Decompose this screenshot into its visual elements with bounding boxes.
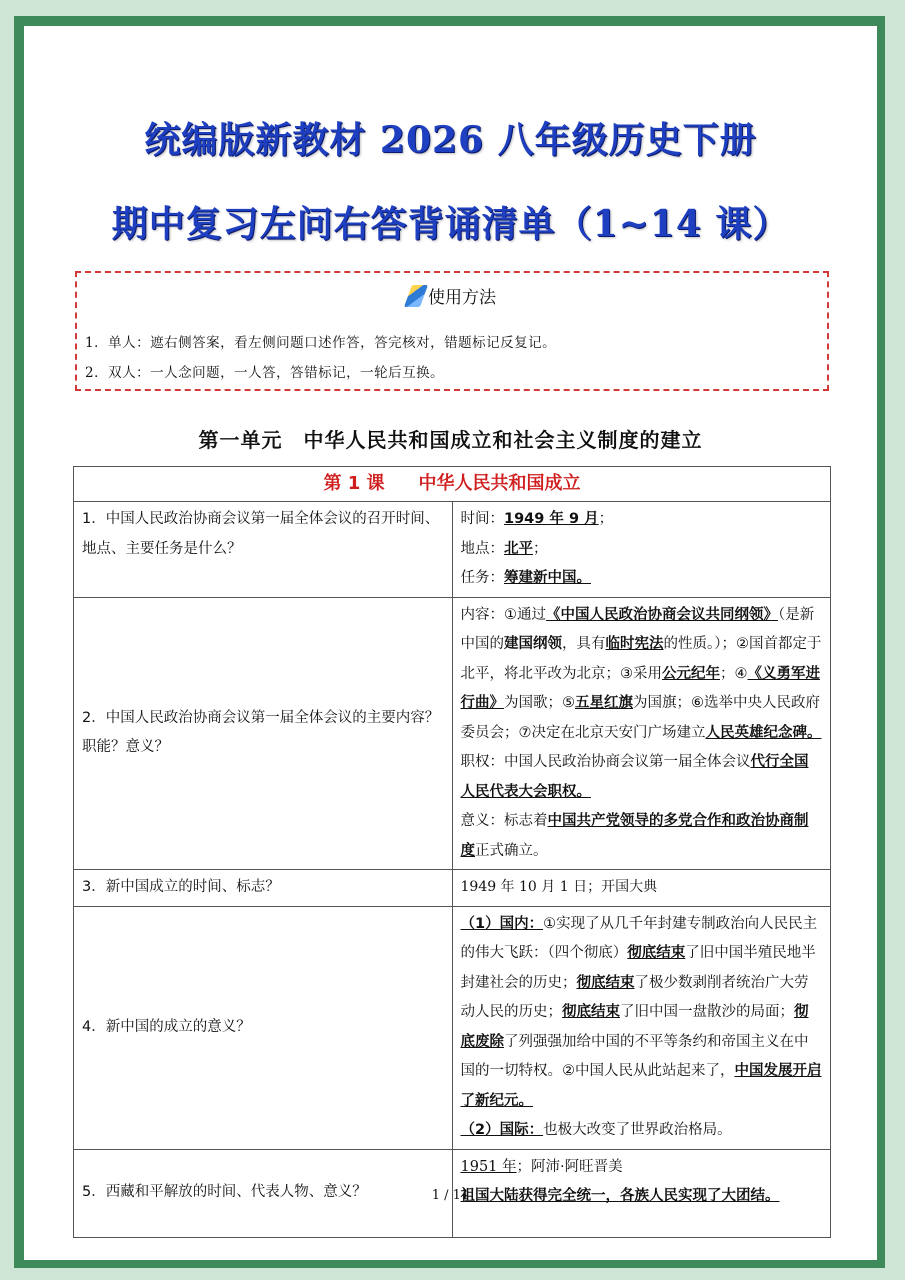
- lesson-header: [74, 467, 831, 502]
- answer-content-paragraph: 内容：①通过《中国人民政治协商会议共同纲领》（是新中国的建国纲领，具有临时宪法的性质。）；②国首都定于北平，将北平改为北京；③采用公元纪年；④《义勇军进行曲》为国歌；⑤五星红旗为国旗；⑥选举中央人民政府委员会；⑦决定在北京天安门广场建立人民英雄纪念碑。: [460, 606, 822, 741]
- answer-cell: 1951 年；阿沛·阿旺晋美 祖国大陆获得完全统一，各族人民实现了大团结。: [452, 1149, 831, 1237]
- answer-cell: [452, 906, 831, 1149]
- unit-title: 第一单元 中华人民共和国成立和社会主义制度的建立: [198, 428, 703, 452]
- answer-keyword: 1949 年 9 月: [504, 511, 599, 527]
- document-page: [24, 26, 877, 1260]
- table-row: [74, 597, 831, 870]
- lesson-number: 第 1 课: [323, 473, 385, 495]
- usage-item-single: 1．单人：遮右侧答案，看左侧问题口述作答，答完核对，错题标记反复记。: [85, 335, 557, 351]
- answer-cell: [452, 597, 831, 870]
- answer-international-paragraph: （2）国际：也极大改变了世界政治格局。: [460, 1122, 732, 1138]
- lesson-name: 中华人民共和国成立: [418, 473, 581, 495]
- answer-cell: 1949 年 10 月 1 日；开国大典: [452, 870, 831, 907]
- answer-significance-paragraph: 意义：标志着中国共产党领导的多党合作和政治协商制度正式确立。: [460, 813, 809, 859]
- pen-icon: [404, 285, 428, 307]
- question-cell: 2．中国人民政治协商会议第一届全体会议的主要内容？职能？意义？: [74, 597, 453, 870]
- table-row: [74, 870, 831, 907]
- document-title-line1: 统编版新教材 2026 八年级历史下册: [144, 119, 757, 161]
- lesson-header-row: [74, 467, 831, 502]
- answer-keyword: 筹建新中国。: [504, 570, 591, 586]
- question-cell: 3．新中国成立的时间、标志？: [74, 870, 453, 907]
- question-cell: 4．新中国的成立的意义？: [74, 906, 453, 1149]
- document-title-line2: 期中复习左问右答背诵清单（1~14 课）: [111, 203, 790, 245]
- usage-heading: [77, 283, 827, 308]
- answer-function-paragraph: 职权：中国人民政治协商会议第一届全体会议代行全国人民代表大会职权。: [460, 754, 809, 800]
- usage-item-pair: 2．双人：一人念问题，一人答，答错标记，一轮后互换。: [85, 365, 445, 381]
- answer-cell: 时间：1949 年 9 月； 地点：北平； 任务：筹建新中国。: [452, 502, 831, 598]
- table-row: [74, 906, 831, 1149]
- question-cell: 5．西藏和平解放的时间、代表人物、意义？: [74, 1149, 453, 1237]
- usage-heading-text: 使用方法: [428, 288, 496, 308]
- usage-instructions-box: [75, 271, 829, 391]
- qa-table: [73, 466, 831, 1238]
- page-number: 1 / 11: [431, 1188, 470, 1203]
- table-row: [74, 502, 831, 598]
- question-cell: 1．中国人民政治协商会议第一届全体会议的召开时间、地点、主要任务是什么？: [74, 502, 453, 598]
- answer-keyword: 北平: [504, 540, 533, 557]
- answer-domestic-paragraph: （1）国内：①实现了从几千年封建专制政治向人民民主的伟大飞跃：（四个彻底）彻底结束了旧中国半殖民地半封建社会的历史；彻底结束了极少数剥削者统治广大劳动人民的历史；彻底结束了旧中国一盘散沙的局面；彻底废除了列强强加给中国的不平等条约和帝国主义在中国的一切特权。②中国人民从此站起来了，中国发展开启了新纪元。: [460, 915, 822, 1109]
